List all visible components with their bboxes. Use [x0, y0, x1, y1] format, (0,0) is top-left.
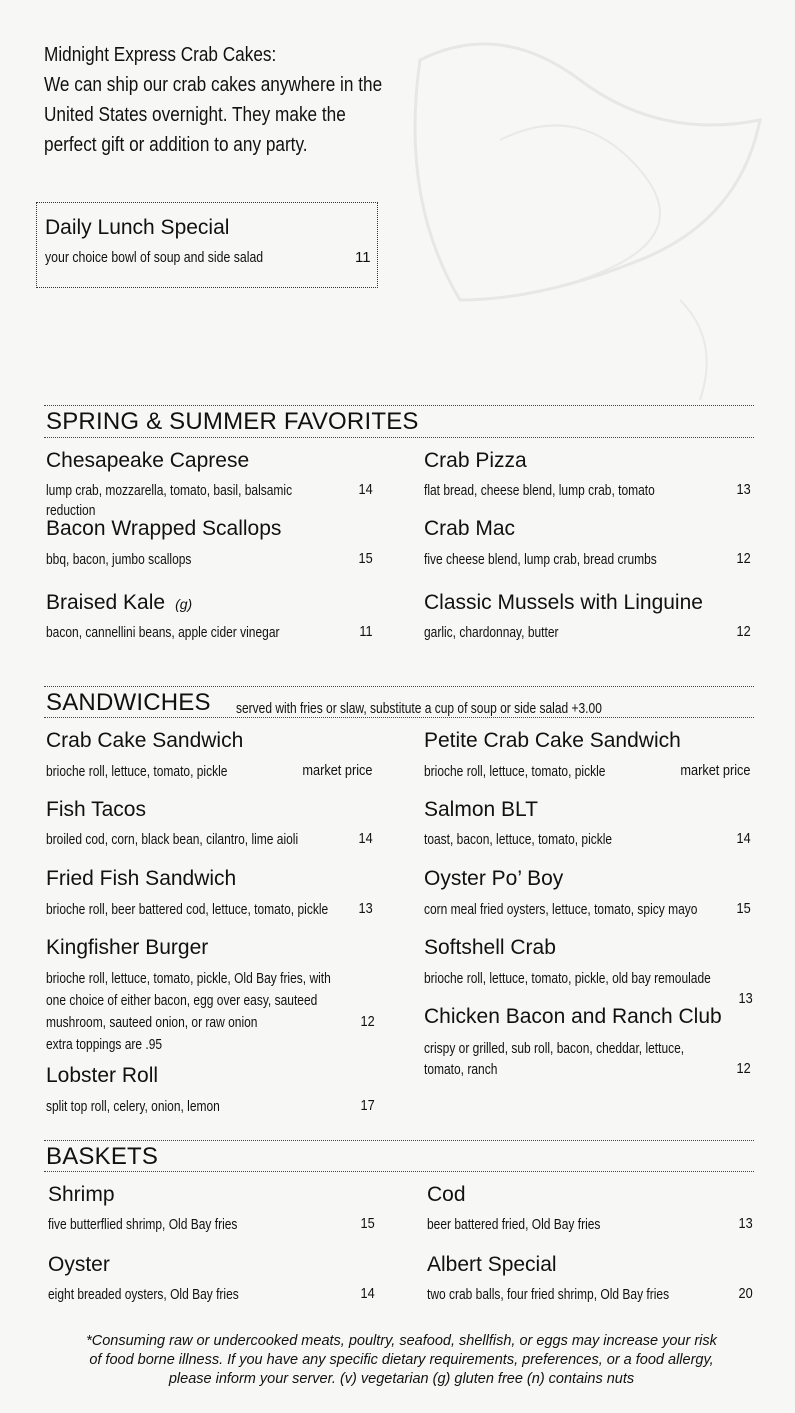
menu-item-price: 15 — [358, 550, 373, 567]
intro-line: We can ship our crab cakes anywhere in the — [44, 74, 383, 96]
menu-item-description: corn meal fried oysters, lettuce, tomato, spicy mayo — [424, 901, 698, 918]
menu-item-description: five butterflied shrimp, Old Bay fries — [48, 1216, 238, 1233]
menu-item-name: Chicken Bacon and Ranch Club — [424, 1005, 722, 1028]
menu-item-price: market price — [680, 762, 751, 779]
menu-item-name — [46, 591, 192, 615]
menu-item-name: Cod — [427, 1183, 466, 1206]
menu-item-description: bacon, cannellini beans, apple cider vinegar — [46, 624, 280, 641]
menu-item-name: Salmon BLT — [424, 798, 538, 821]
dietary-tag: (g) — [175, 596, 193, 612]
menu-item-name: Albert Special — [427, 1253, 557, 1276]
menu-item-name-text: Braised Kale — [46, 591, 166, 614]
menu-item-price: 14 — [358, 481, 373, 498]
section-divider — [44, 1140, 754, 1141]
section-heading-sandwiches: SANDWICHES — [46, 689, 211, 716]
menu-item-description: garlic, chardonnay, butter — [424, 624, 559, 641]
section-note: served with fries or slaw, substitute a cup of soup or side salad +3.00 — [236, 700, 602, 717]
intro-line: perfect gift or addition to any party. — [44, 134, 308, 156]
menu-item-description: beer battered fried, Old Bay fries — [427, 1216, 601, 1233]
background-map-texture — [380, 0, 795, 420]
disclaimer-line: please inform your server. (v) vegetarian (g) gluten free (n) contains nuts — [168, 1371, 635, 1387]
menu-item-description: brioche roll, lettuce, tomato, pickle — [46, 763, 228, 780]
menu-item-name: Crab Cake Sandwich — [46, 729, 244, 752]
lunch-special-description: your choice bowl of soup and side salad — [45, 249, 264, 266]
menu-item-name: Fried Fish Sandwich — [46, 867, 237, 890]
lunch-special-title: Daily Lunch Special — [45, 216, 230, 239]
section-divider — [44, 1171, 754, 1172]
menu-item-description: bbq, bacon, jumbo scallops — [46, 551, 192, 568]
section-divider — [44, 405, 754, 406]
intro-line: Midnight Express Crab Cakes: — [44, 44, 277, 66]
menu-item-description: brioche roll, lettuce, tomato, pickle — [424, 763, 606, 780]
menu-item-description: mushroom, sauteed onion, or raw onion — [46, 1014, 258, 1031]
menu-item-name: Oyster Po’ Boy — [424, 867, 564, 890]
menu-item-price: 13 — [738, 990, 753, 1007]
shipping-intro — [44, 40, 384, 160]
section-heading-baskets: BASKETS — [46, 1143, 159, 1170]
menu-item-name: Softshell Crab — [424, 936, 556, 959]
menu-item-description: eight breaded oysters, Old Bay fries — [48, 1286, 239, 1303]
menu-item-name: Petite Crab Cake Sandwich — [424, 729, 681, 752]
menu-item-price: 13 — [738, 1215, 753, 1232]
menu-item-name: Classic Mussels with Linguine — [424, 591, 703, 614]
menu-item-price: 15 — [736, 900, 751, 917]
menu-item-price: market price — [302, 762, 373, 779]
menu-item-price: 12 — [736, 550, 751, 567]
menu-item-price: 20 — [738, 1285, 753, 1302]
menu-item-price: 11 — [359, 623, 373, 640]
allergy-disclaimer — [44, 1332, 759, 1389]
menu-item-name: Chesapeake Caprese — [46, 449, 250, 472]
menu-item-name: Crab Mac — [424, 517, 516, 540]
menu-item-description: flat bread, cheese blend, lump crab, tomato — [424, 482, 655, 499]
menu-item-name: Oyster — [48, 1253, 110, 1276]
menu-item-price: 12 — [736, 1060, 751, 1077]
menu-item-price: 14 — [736, 830, 751, 847]
lunch-special-price: 11 — [355, 249, 371, 266]
intro-line: United States overnight. They make the — [44, 104, 346, 126]
disclaimer-line: *Consuming raw or undercooked meats, poultry, seafood, shellfish, or eggs may increase your risk — [86, 1333, 717, 1349]
menu-item-price: 17 — [360, 1097, 375, 1114]
disclaimer-line: of food borne illness. If you have any specific dietary requirements, preferences, or a food allergy, — [89, 1352, 714, 1368]
menu-item-description: brioche roll, lettuce, tomato, pickle, old bay remoulade — [424, 970, 711, 987]
section-heading-spring: SPRING & SUMMER FAVORITES — [46, 408, 419, 435]
lunch-special-box — [36, 202, 378, 288]
section-divider — [44, 686, 754, 687]
menu-item-description: brioche roll, lettuce, tomato, pickle, Old Bay fries, with — [46, 970, 331, 987]
menu-item-description: lump crab, mozzarella, tomato, basil, balsamic — [46, 482, 293, 499]
menu-item-name: Kingfisher Burger — [46, 936, 209, 959]
menu-item-description: five cheese blend, lump crab, bread crumbs — [424, 551, 657, 568]
menu-item-price: 13 — [736, 481, 751, 498]
section-divider — [44, 717, 754, 718]
menu-item-name: Lobster Roll — [46, 1064, 159, 1087]
menu-item-name: Bacon Wrapped Scallops — [46, 517, 282, 540]
menu-item-name: Crab Pizza — [424, 449, 527, 472]
menu-item-price: 14 — [358, 830, 373, 847]
menu-item-price: 13 — [358, 900, 373, 917]
menu-item-description: crispy or grilled, sub roll, bacon, cheddar, lettuce, — [424, 1040, 685, 1057]
menu-item-description: reduction — [46, 502, 96, 519]
menu-item-description: two crab balls, four fried shrimp, Old Bay fries — [427, 1286, 670, 1303]
menu-item-description: extra toppings are .95 — [46, 1036, 163, 1053]
menu-item-name: Fish Tacos — [46, 798, 146, 821]
menu-item-description: split top roll, celery, onion, lemon — [46, 1098, 220, 1115]
menu-item-description: one choice of either bacon, egg over easy, sauteed — [46, 992, 318, 1009]
menu-item-description: brioche roll, beer battered cod, lettuce, tomato, pickle — [46, 901, 329, 918]
section-divider — [44, 437, 754, 438]
menu-item-description: tomato, ranch — [424, 1061, 498, 1078]
menu-item-description: broiled cod, corn, black bean, cilantro, lime aioli — [46, 831, 299, 848]
menu-item-description: toast, bacon, lettuce, tomato, pickle — [424, 831, 613, 848]
menu-item-name: Shrimp — [48, 1183, 115, 1206]
menu-item-price: 15 — [360, 1215, 375, 1232]
menu-item-price: 12 — [360, 1013, 375, 1030]
menu-item-price: 12 — [736, 623, 751, 640]
menu-item-price: 14 — [360, 1285, 375, 1302]
